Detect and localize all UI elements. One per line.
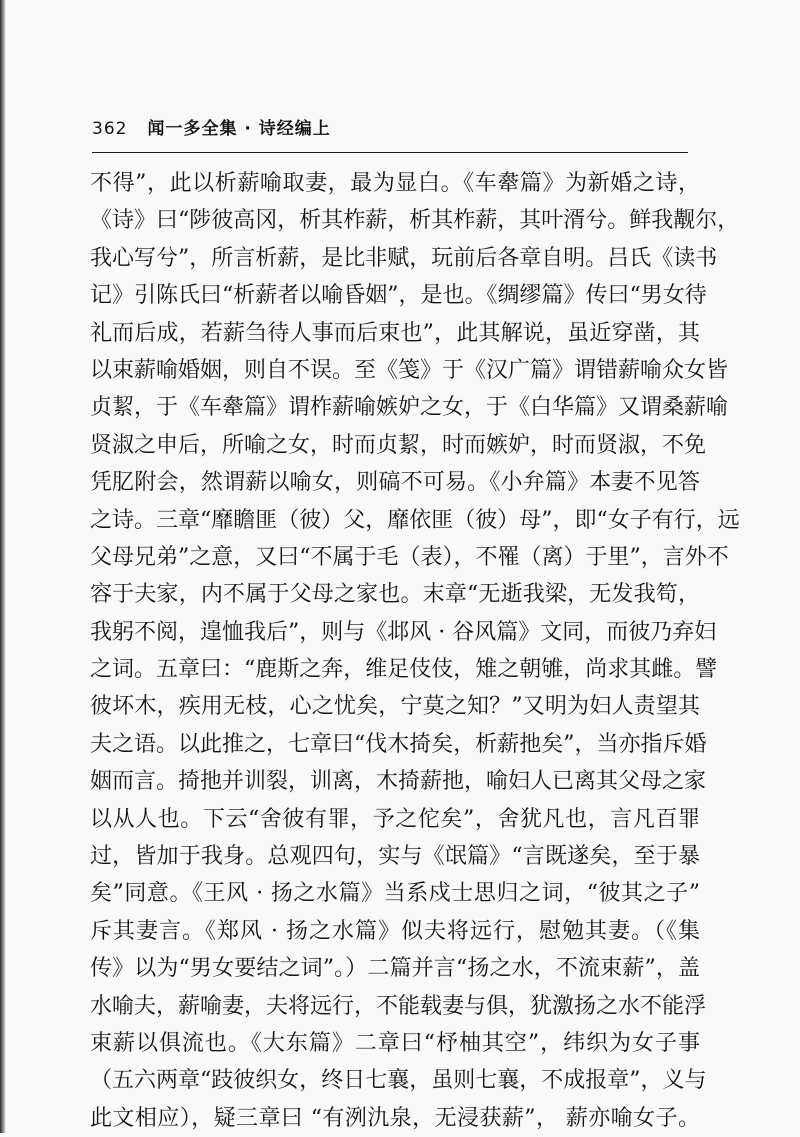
text-line: 凭肊附会，然谓薪以喻女，则碻不可易。《小弁篇》本妻不见答 (90, 470, 700, 496)
text-line: 以从人也。下云“舍彼有罪，予之佗矣”，舍犹凡也，言凡百罪 (90, 806, 700, 832)
text-line: 夫之语。以此推之，七章曰“伐木掎矣，析薪扡矣”，当亦指斥婚 (90, 731, 707, 757)
text-line: 不得”，此以析薪喻取妻，最为显白。《车舝篇》为新婚之诗， (90, 171, 700, 196)
text-line: 之诗。三章“靡瞻匪（彼）父，靡依匪（彼）母”，即“女子有行，远 (90, 507, 740, 533)
text-line: 礼而后成，若薪刍待人事而后束也”，此其解说，虽近穿凿，其 (90, 320, 700, 346)
text-line: 《诗》曰“陟彼高冈，析其柞薪，析其柞薪，其叶湑兮。鲜我觏尔， (90, 208, 740, 234)
text-line: 矣”同意。《王风 · 扬之水篇》当系戍士思归之词，“彼其之子” (90, 881, 700, 907)
text-line: 贞絜，于《车舝篇》谓柞薪喻嫉妒之女，于《白华篇》又谓桑薪喻 (90, 395, 729, 421)
text-line: 记》引陈氏曰“析薪者以喻昏姻”，是也。《绸缪篇》传曰“男女待 (90, 283, 707, 309)
text-line: 容于夫家，内不属于父母之家也。末章“无逝我梁，无发我笱， (90, 582, 700, 608)
page-number: 362 (92, 119, 128, 139)
text-line: 水喻夫，薪喻妻，夫将远行，不能载妻与俱，犹激扬之水不能浮 (90, 993, 707, 1019)
text-line: 我躬不阅，遑恤我后”，则与《邶风 · 谷风篇》文同，而彼乃弃妇 (90, 619, 717, 645)
text-line: 束薪以俱流也。《大东篇》二章曰“杼柚其空”，纬织为女子事 (90, 1030, 700, 1056)
text-line: 此文相应），疑三章曰 “有洌氿泉，无浸获薪”， 薪亦喻女子。 (90, 1105, 700, 1131)
page-header (92, 114, 692, 154)
body-text (90, 165, 740, 1137)
running-title: 闻一多全集 · 诗经编上 (147, 119, 331, 139)
text-line: 姻而言。掎扡并训裂，训离，木掎薪扡，喻妇人已离其父母之家 (90, 769, 707, 795)
text-line: 贤淑之申后，所喻之女，时而贞絜，时而嫉妒，时而贤淑，不免 (90, 432, 707, 458)
text-line: 过，皆加于我身。总观四句，实与《氓篇》“言既遂矣，至于暴 (90, 844, 700, 870)
text-line: 彼坏木，疾用无枝，心之忧矣，宁莫之知？”又明为妇人责望其 (90, 694, 700, 720)
text-line: 父母兄弟”之意，又曰“不属于毛（表），不罹（离）于里”，言外不 (90, 544, 729, 570)
text-line: 以束薪喻婚姻，则自不误。至《笺》于《汉广篇》谓错薪喻众女皆 (90, 357, 729, 383)
text-line: 之词。五章曰：“鹿斯之奔，维足伎伎，雉之朝雊，尚求其雌。譬 (90, 657, 718, 683)
header-rule (92, 152, 688, 153)
text-line: 我心写兮”，所言析薪，是比非赋，玩前后各章自明。吕氏《读书 (90, 245, 718, 271)
page-edge-shadow (0, 0, 6, 1133)
text-line: 斥其妻言。《郑风 · 扬之水篇》似夫将远行，慰勉其妻。（《集 (90, 918, 700, 944)
text-line: （五六两章“跂彼织女，终日七襄，虽则七襄，不成报章”，义与 (90, 1068, 707, 1094)
text-line: 传》以为“男女要结之词”。）二篇并言“扬之水，不流束薪”，盖 (90, 956, 700, 982)
